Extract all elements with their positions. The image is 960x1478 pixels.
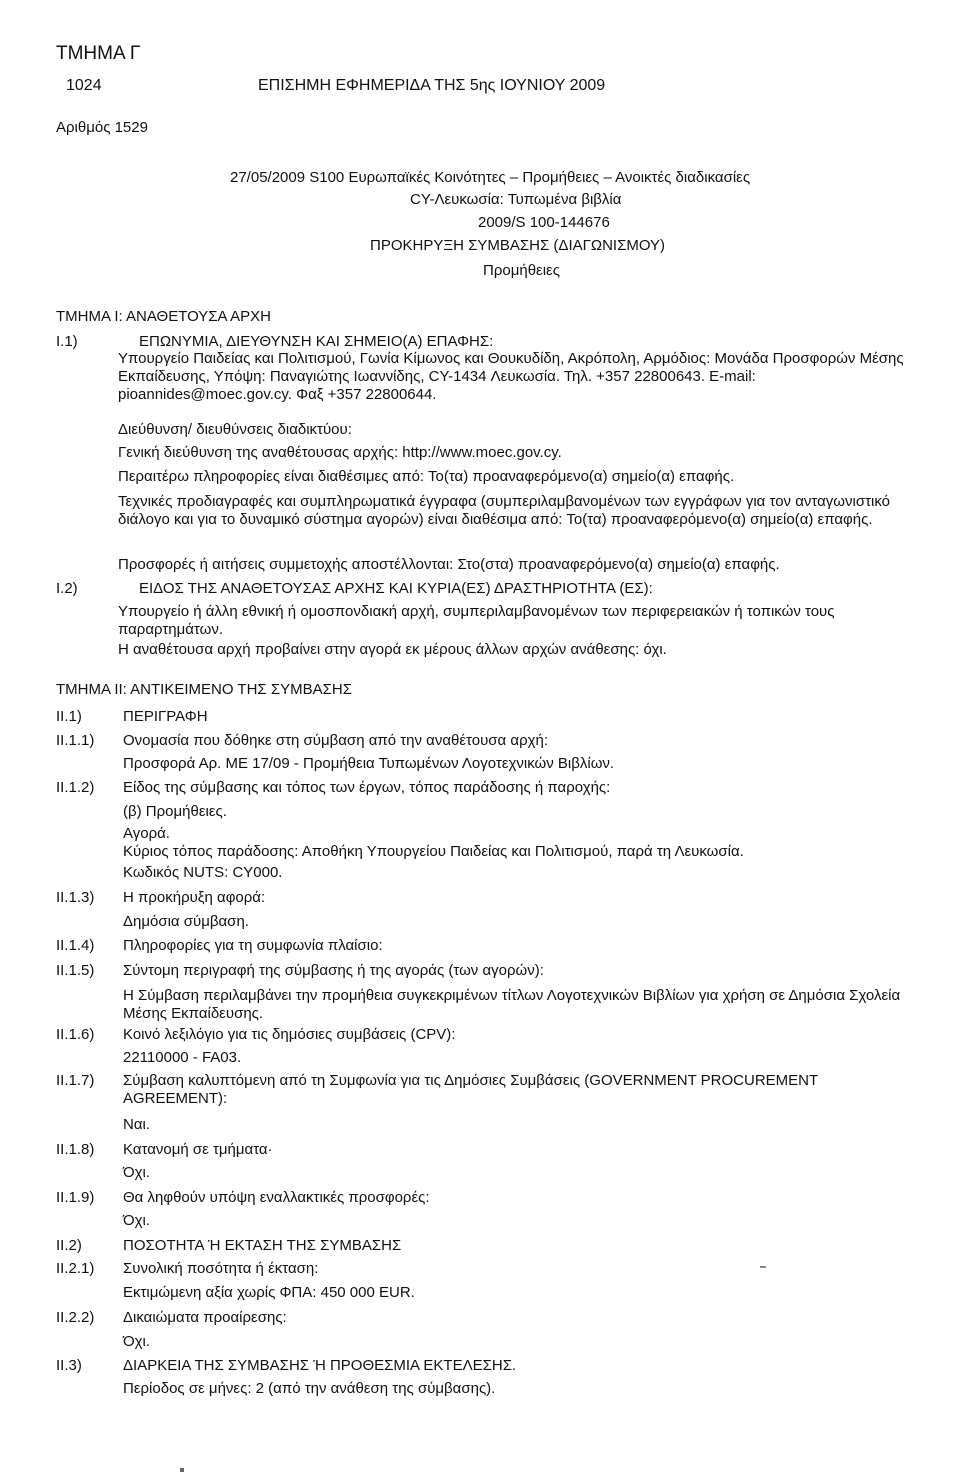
item-value: Περίοδος σε μήνες: 2 (από την ανάθεση της σύμβασης). — [123, 1380, 496, 1397]
item-number: ΙΙ.1.1) — [56, 732, 95, 749]
notice-line-location: CY-Λευκωσία: Τυπωμένα βιβλία — [410, 191, 622, 208]
item-number: ΙΙ.3) — [56, 1357, 82, 1374]
item-number: ΙΙ.1) — [56, 708, 82, 725]
notice-line-date: 27/05/2009 S100 Ευρωπαϊκές Κοινότητες – Προμήθειες – Ανοικτές διαδικασίες — [230, 169, 751, 186]
item-number: ΙΙ.1.2) — [56, 779, 95, 796]
item-value: Δημόσια σύμβαση. — [123, 913, 249, 930]
item-value: Κύριος τόπος παράδοσης: Αποθήκη Υπουργείου Παιδείας και Πολιτισμού, παρά τη Λευκωσία. — [123, 843, 744, 860]
item-value: Εκτιμώμενη αξία χωρίς ΦΠΑ: 450 000 EUR. — [123, 1284, 415, 1301]
item-label: Δικαιώματα προαίρεσης: — [123, 1309, 287, 1326]
item-value: Ναι. — [123, 1116, 151, 1133]
record-number: Αριθμός 1529 — [56, 119, 148, 136]
item-label: Πληροφορίες για τη συμφωνία πλαίσιο: — [123, 937, 383, 954]
purchase-on-behalf-text: Η αναθέτουσα αρχή προβαίνει στην αγορά εκ μέρους άλλων αρχών ανάθεσης: όχι. — [118, 641, 667, 658]
item-number: Ι.1) — [56, 333, 78, 350]
item-value: Κωδικός NUTS: CY000. — [123, 864, 283, 881]
item-value: Προσφορά Αρ. ΜΕ 17/09 - Προμήθεια Τυπωμένων Λογοτεχνικών Βιβλίων. — [123, 755, 615, 772]
item-value: Όχι. — [123, 1212, 150, 1229]
section-2-title: ΤΜΗΜΑ ΙΙ: ΑΝΤΙΚΕΙΜΕΝΟ ΤΗΣ ΣΥΜΒΑΣΗΣ — [56, 681, 353, 698]
notice-line-type: ΠΡΟΚΗΡΥΞΗ ΣΥΜΒΑΣΗΣ (ΔΙΑΓΩΝΙΣΜΟΥ) — [370, 237, 666, 254]
item-label: ΕΙΔΟΣ ΤΗΣ ΑΝΑΘΕΤΟΥΣΑΣ ΑΡΧΗΣ ΚΑΙ ΚΥΡΙΑ(ΕΣ) ΔΡΑΣΤΗΡΙΟΤΗΤΑ (ΕΣ): — [139, 580, 653, 597]
section-1-title: ΤΜΗΜΑ Ι: ΑΝΑΘΕΤΟΥΣΑ ΑΡΧΗ — [56, 308, 271, 325]
item-label: Σύντομη περιγραφή της σύμβασης ή της αγοράς (των αγορών): — [123, 962, 544, 979]
item-number: ΙΙ.1.6) — [56, 1026, 95, 1043]
item-number: ΙΙ.1.3) — [56, 889, 95, 906]
item-label: ΠΟΣΟΤΗΤΑ Ή ΕΚΤΑΣΗ ΤΗΣ ΣΥΜΒΑΣΗΣ — [123, 1237, 402, 1254]
item-label: Είδος της σύμβασης και τόπος των έργων, τόπος παράδοσης ή παροχής: — [123, 779, 611, 796]
authority-type-text: Υπουργείο ή άλλη εθνική ή ομοσπονδιακή αρχή, συμπεριλαμβανομένων των περιφερειακών ή τοπικών τους παραρτημάτων. — [118, 603, 835, 638]
gazette-title: ΕΠΙΣΗΜΗ ΕΦΗΜΕΡΙΔΑ ΤΗΣ 5ης ΙΟΥΝΙΟΥ 2009 — [258, 77, 606, 94]
item-value: (β) Προμήθειες. — [123, 803, 227, 820]
item-value: Η Σύμβαση περιλαμβάνει την προμήθεια συγκεκριμένων τίτλων Λογοτεχνικών Βιβλίων για χρήση σε Δημόσια Σχολεία Μέσης Εκπαίδευσης. — [123, 987, 901, 1022]
item-value: Όχι. — [123, 1333, 150, 1350]
web-address-label: Διεύθυνση/ διευθύνσεις διαδικτύου: — [118, 421, 352, 438]
item-label: Ονομασία που δόθηκε στη σύμβαση από την αναθέτουσα αρχή: — [123, 732, 548, 749]
more-info-text: Περαιτέρω πληροφορίες είναι διαθέσιμες από: Το(τα) προαναφερόμενο(α) σημείο(α) επαφής. — [118, 468, 735, 485]
item-label: Θα ληφθούν υπόψη εναλλακτικές προσφορές: — [123, 1189, 430, 1206]
scan-mark — [760, 1266, 766, 1268]
page-number: 1024 — [66, 77, 102, 94]
submissions-text: Προσφορές ή αιτήσεις συμμετοχής αποστέλλονται: Στο(στα) προαναφερόμενο(α) σημείο(α) επαφής. — [118, 556, 780, 573]
scan-mark — [180, 1468, 184, 1472]
contact-details: Υπουργείο Παιδείας και Πολιτισμού, Γωνία Κίμωνος και Θουκυδίδη, Ακρόπολη, Αρμόδιος: Μονάδα Προσφορών Μέσης Εκπαίδευσης, Υπόψη: Παναγιώτης Ιωαννίδης, CY-1434 Λευκωσία. Τηλ. +357 22800643. E-mail: pioannides@moec.gov.cy. Φαξ +357 22800644. — [118, 350, 904, 403]
item-label: ΕΠΩΝΥΜΙΑ, ΔΙΕΥΘΥΝΣΗ ΚΑΙ ΣΗΜΕΙΟ(Α) ΕΠΑΦΗΣ: — [139, 333, 494, 350]
item-number: ΙΙ.2) — [56, 1237, 82, 1254]
item-value: Όχι. — [123, 1164, 150, 1181]
item-number: ΙΙ.1.7) — [56, 1072, 95, 1089]
item-label: Συνολική ποσότητα ή έκταση: — [123, 1260, 319, 1277]
tech-docs-text: Τεχνικές προδιαγραφές και συμπληρωματικά έγγραφα (συμπεριλαμβανομένων των εγγράφων για τον ανταγωνιστικό διάλογο και για το δυναμικό σύστημα αγορών) είναι διαθέσιμα από: Το(τα) προαναφερόμενο(α) σημείο(α) επαφής. — [118, 493, 890, 528]
notice-line-category: Προμήθειες — [483, 262, 560, 279]
notice-line-reference: 2009/S 100-144676 — [478, 214, 610, 231]
item-label: Σύμβαση καλυπτόμενη από τη Συμφωνία για τις Δημόσιες Συμβάσεις (GOVERNMENT PROCUREMENT AGREEMENT): — [123, 1072, 818, 1107]
item-number: ΙΙ.2.2) — [56, 1309, 95, 1326]
item-label: Η προκήρυξη αφορά: — [123, 889, 266, 906]
item-number: Ι.2) — [56, 580, 78, 597]
item-number: ΙΙ.1.4) — [56, 937, 95, 954]
item-label: Κοινό λεξιλόγιο για τις δημόσιες συμβάσεις (CPV): — [123, 1026, 456, 1043]
item-number: ΙΙ.1.9) — [56, 1189, 95, 1206]
item-number: ΙΙ.2.1) — [56, 1260, 95, 1277]
item-value: Αγορά. — [123, 825, 170, 842]
section-heading: ΤΜΗΜΑ Γ — [56, 43, 141, 64]
item-label: Κατανομή σε τμήματα· — [123, 1141, 273, 1158]
item-number: ΙΙ.1.8) — [56, 1141, 95, 1158]
item-value: 22110000 - FA03. — [123, 1049, 242, 1066]
item-label: ΔΙΑΡΚΕΙΑ ΤΗΣ ΣΥΜΒΑΣΗΣ Ή ΠΡΟΘΕΣΜΙΑ ΕΚΤΕΛΕΣΗΣ. — [123, 1357, 517, 1374]
web-address-text: Γενική διεύθυνση της αναθέτουσας αρχής: http://www.moec.gov.cy. — [118, 444, 562, 461]
item-label: ΠΕΡΙΓΡΑΦΗ — [123, 708, 208, 725]
item-number: ΙΙ.1.5) — [56, 962, 95, 979]
